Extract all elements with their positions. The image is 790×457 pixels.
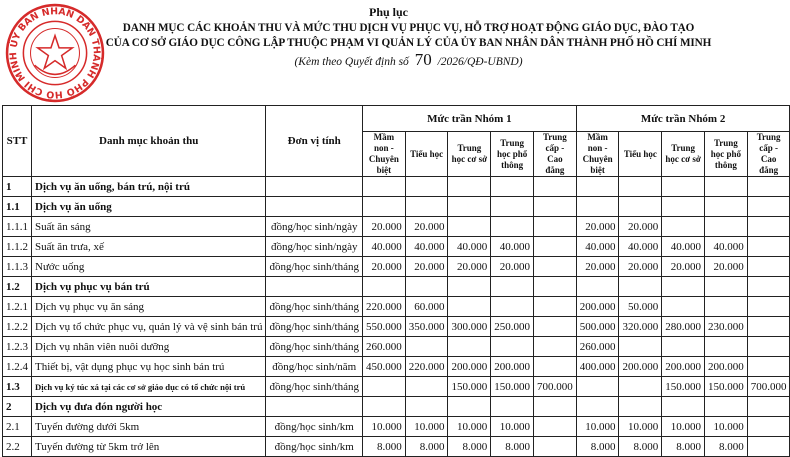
group2-value bbox=[704, 197, 747, 217]
group1-value: 10.000 bbox=[362, 417, 405, 437]
group1-value bbox=[533, 237, 576, 257]
group2-value: 40.000 bbox=[619, 237, 662, 257]
group2-value: 200.000 bbox=[704, 357, 747, 377]
row-unit: đồng/học sinh/tháng bbox=[266, 317, 363, 337]
group2-value bbox=[747, 237, 790, 257]
group2-value bbox=[704, 337, 747, 357]
row-unit bbox=[266, 277, 363, 297]
group2-value bbox=[662, 197, 705, 217]
table-row bbox=[3, 337, 790, 357]
group1-value bbox=[491, 197, 534, 217]
group1-value bbox=[362, 277, 405, 297]
group2-value bbox=[619, 397, 662, 417]
group2-value bbox=[619, 377, 662, 397]
row-unit: đồng/học sinh/ngày bbox=[266, 237, 363, 257]
row-stt: 2.1 bbox=[3, 417, 32, 437]
group2-value: 8.000 bbox=[704, 437, 747, 457]
group2-value bbox=[747, 257, 790, 277]
header-group1-level-0: Mầm non - Chuyên biệt bbox=[362, 132, 405, 177]
group1-value bbox=[533, 277, 576, 297]
row-name: Dịch vụ ký túc xá tại các cơ sở giáo dục có tổ chức nội trú bbox=[32, 377, 266, 397]
header-group1-level-1: Tiểu học bbox=[405, 132, 448, 177]
group1-value bbox=[448, 337, 491, 357]
group2-value: 150.000 bbox=[662, 377, 705, 397]
row-stt: 1 bbox=[3, 177, 32, 197]
group1-value: 150.000 bbox=[448, 377, 491, 397]
group2-value: 500.000 bbox=[576, 317, 619, 337]
group1-value bbox=[405, 377, 448, 397]
group1-value bbox=[533, 297, 576, 317]
table-row bbox=[3, 377, 790, 397]
group1-value: 20.000 bbox=[491, 257, 534, 277]
group1-value: 60.000 bbox=[405, 297, 448, 317]
group2-value bbox=[747, 197, 790, 217]
row-unit: đồng/học sinh/tháng bbox=[266, 377, 363, 397]
group2-value: 200.000 bbox=[662, 357, 705, 377]
group2-value: 280.000 bbox=[662, 317, 705, 337]
attachment-prefix: (Kèm theo Quyết định số bbox=[294, 56, 409, 68]
group2-value bbox=[576, 377, 619, 397]
group1-value: 40.000 bbox=[405, 237, 448, 257]
group2-value bbox=[747, 417, 790, 437]
group2-value: 10.000 bbox=[662, 417, 705, 437]
header-group2-level-0: Mầm non - Chuyên biệt bbox=[576, 132, 619, 177]
group2-value bbox=[576, 197, 619, 217]
group1-value bbox=[448, 197, 491, 217]
row-name: Suất ăn sáng bbox=[32, 217, 266, 237]
group1-value: 20.000 bbox=[362, 217, 405, 237]
group2-value: 20.000 bbox=[704, 257, 747, 277]
group2-value bbox=[662, 217, 705, 237]
table-row bbox=[3, 177, 790, 197]
header-group1-level-3: Trung học phổ thông bbox=[491, 132, 534, 177]
group1-value: 10.000 bbox=[448, 417, 491, 437]
group1-value: 8.000 bbox=[405, 437, 448, 457]
group1-value: 8.000 bbox=[362, 437, 405, 457]
group1-value: 20.000 bbox=[362, 257, 405, 277]
header-group1-level-4: Trung cấp - Cao đẳng bbox=[533, 132, 576, 177]
group1-value bbox=[448, 297, 491, 317]
group1-value: 250.000 bbox=[491, 317, 534, 337]
row-stt: 1.1.3 bbox=[3, 257, 32, 277]
group1-value: 550.000 bbox=[362, 317, 405, 337]
group2-value bbox=[619, 337, 662, 357]
table-row bbox=[3, 417, 790, 437]
row-stt: 1.2.3 bbox=[3, 337, 32, 357]
table-row bbox=[3, 277, 790, 297]
group2-value bbox=[576, 397, 619, 417]
group2-value bbox=[704, 177, 747, 197]
group2-value bbox=[747, 297, 790, 317]
group1-value: 200.000 bbox=[448, 357, 491, 377]
attachment-suffix: /2026/QĐ-UBND) bbox=[437, 56, 523, 68]
group2-value bbox=[576, 277, 619, 297]
document-title-line2: CỦA CƠ SỞ GIÁO DỤC CÔNG LẬP THUỘC PHẠM VI QUẢN LÝ CỦA ỦY BAN NHÂN DÂN THÀNH PHỐ HỒ CHÍ MINH bbox=[105, 37, 712, 49]
row-name: Dịch vụ ăn uống bbox=[32, 197, 266, 217]
row-stt: 1.2 bbox=[3, 277, 32, 297]
table-row bbox=[3, 257, 790, 277]
group2-value bbox=[576, 177, 619, 197]
row-name: Dịch vụ nhân viên nuôi dưỡng bbox=[32, 337, 266, 357]
group2-value bbox=[704, 297, 747, 317]
header-unit: Đơn vị tính bbox=[266, 106, 363, 177]
group2-value: 20.000 bbox=[662, 257, 705, 277]
group1-value bbox=[362, 377, 405, 397]
group1-value bbox=[405, 397, 448, 417]
header-stt: STT bbox=[3, 106, 32, 177]
group1-value bbox=[405, 277, 448, 297]
attachment-note bbox=[0, 50, 777, 70]
group2-value: 50.000 bbox=[619, 297, 662, 317]
row-unit: đồng/học sinh/km bbox=[266, 417, 363, 437]
group1-value: 20.000 bbox=[448, 257, 491, 277]
group1-value bbox=[362, 177, 405, 197]
group1-value bbox=[533, 217, 576, 237]
row-stt: 1.1.1 bbox=[3, 217, 32, 237]
group2-value bbox=[662, 277, 705, 297]
group2-value bbox=[662, 397, 705, 417]
row-name: Thiết bị, vật dụng phục vụ học sinh bán trú bbox=[32, 357, 266, 377]
group1-value bbox=[362, 397, 405, 417]
row-name: Tuyến đường dưới 5km bbox=[32, 417, 266, 437]
group2-value bbox=[619, 197, 662, 217]
group1-value bbox=[533, 257, 576, 277]
group1-value: 300.000 bbox=[448, 317, 491, 337]
header-group2-level-3: Trung học phổ thông bbox=[704, 132, 747, 177]
group1-value bbox=[362, 197, 405, 217]
row-stt: 1.3 bbox=[3, 377, 32, 397]
group1-value bbox=[448, 217, 491, 237]
group1-value: 20.000 bbox=[405, 257, 448, 277]
header-group2-level-4: Trung cấp - Cao đẳng bbox=[747, 132, 790, 177]
table-row bbox=[3, 397, 790, 417]
header-group1: Mức trần Nhóm 1 bbox=[362, 106, 576, 132]
row-unit: đồng/học sinh/tháng bbox=[266, 257, 363, 277]
group2-value bbox=[747, 177, 790, 197]
group2-value: 40.000 bbox=[576, 237, 619, 257]
row-name: Dịch vụ phục vụ ăn sáng bbox=[32, 297, 266, 317]
group1-value bbox=[448, 177, 491, 197]
group2-value: 200.000 bbox=[619, 357, 662, 377]
seal-text: ỦY BAN NHÂN DÂN THÀNH PHỐ HỒ CHÍ MINH bbox=[8, 6, 102, 100]
table-row bbox=[3, 297, 790, 317]
group1-value: 8.000 bbox=[448, 437, 491, 457]
group1-value bbox=[533, 337, 576, 357]
header-group2-level-1: Tiểu học bbox=[619, 132, 662, 177]
group2-value bbox=[619, 277, 662, 297]
group1-value bbox=[533, 417, 576, 437]
group1-value bbox=[533, 437, 576, 457]
group1-value bbox=[491, 277, 534, 297]
group1-value bbox=[405, 197, 448, 217]
group1-value: 20.000 bbox=[405, 217, 448, 237]
group1-value bbox=[405, 337, 448, 357]
table-row bbox=[3, 217, 790, 237]
header-group2: Mức trần Nhóm 2 bbox=[576, 106, 790, 132]
row-stt: 1.2.1 bbox=[3, 297, 32, 317]
decision-number: 70 bbox=[414, 50, 432, 69]
header-group2-level-2: Trung học cơ sở bbox=[662, 132, 705, 177]
group2-value: 10.000 bbox=[619, 417, 662, 437]
group1-value: 200.000 bbox=[491, 357, 534, 377]
table-row bbox=[3, 357, 790, 377]
row-unit: đồng/học sinh/ngày bbox=[266, 217, 363, 237]
group2-value: 260.000 bbox=[576, 337, 619, 357]
group1-value bbox=[533, 357, 576, 377]
fee-table bbox=[2, 105, 790, 457]
document-title-line1: DANH MỤC CÁC KHOẢN THU VÀ MỨC THU DỊCH VỤ PHỤC VỤ, HỖ TRỢ HOẠT ĐỘNG GIÁO DỤC, ĐÀO TẠO bbox=[122, 22, 695, 34]
row-stt: 1.1 bbox=[3, 197, 32, 217]
group2-value bbox=[662, 337, 705, 357]
group1-value: 10.000 bbox=[491, 417, 534, 437]
group1-value bbox=[448, 397, 491, 417]
group1-value bbox=[491, 177, 534, 197]
group1-value bbox=[491, 217, 534, 237]
group2-value: 150.000 bbox=[704, 377, 747, 397]
group2-value: 40.000 bbox=[662, 237, 705, 257]
group2-value: 10.000 bbox=[704, 417, 747, 437]
group2-value bbox=[747, 397, 790, 417]
group2-value bbox=[747, 337, 790, 357]
group1-value: 150.000 bbox=[491, 377, 534, 397]
row-name: Dịch vụ phục vụ bán trú bbox=[32, 277, 266, 297]
group2-value: 200.000 bbox=[576, 297, 619, 317]
row-name: Nước uống bbox=[32, 257, 266, 277]
row-name: Suất ăn trưa, xế bbox=[32, 237, 266, 257]
group2-value bbox=[747, 317, 790, 337]
group1-value: 40.000 bbox=[448, 237, 491, 257]
group2-value: 20.000 bbox=[576, 217, 619, 237]
group2-value: 8.000 bbox=[619, 437, 662, 457]
row-unit: đồng/học sinh/tháng bbox=[266, 297, 363, 317]
row-name: Dịch vụ tổ chức phục vụ, quản lý và vệ sinh bán trú bbox=[32, 317, 266, 337]
group1-value bbox=[491, 297, 534, 317]
group2-value: 320.000 bbox=[619, 317, 662, 337]
group1-value bbox=[448, 277, 491, 297]
row-unit bbox=[266, 197, 363, 217]
group2-value bbox=[747, 437, 790, 457]
group2-value: 40.000 bbox=[704, 237, 747, 257]
group1-value: 40.000 bbox=[362, 237, 405, 257]
group1-value bbox=[405, 177, 448, 197]
group2-value bbox=[619, 177, 662, 197]
group2-value bbox=[704, 217, 747, 237]
group2-value: 700.000 bbox=[747, 377, 790, 397]
group2-value: 10.000 bbox=[576, 417, 619, 437]
table-row bbox=[3, 237, 790, 257]
row-unit: đồng/học sinh/năm bbox=[266, 357, 363, 377]
group2-value bbox=[704, 397, 747, 417]
row-unit: đồng/học sinh/tháng bbox=[266, 337, 363, 357]
appendix-label: Phụ lục bbox=[368, 5, 408, 19]
group1-value bbox=[533, 197, 576, 217]
group1-value: 700.000 bbox=[533, 377, 576, 397]
row-stt: 2.2 bbox=[3, 437, 32, 457]
group1-value: 220.000 bbox=[405, 357, 448, 377]
table-row bbox=[3, 197, 790, 217]
group2-value bbox=[747, 217, 790, 237]
table-row bbox=[3, 317, 790, 337]
group2-value: 20.000 bbox=[619, 257, 662, 277]
header-group1-level-2: Trung học cơ sở bbox=[448, 132, 491, 177]
group2-value: 20.000 bbox=[619, 217, 662, 237]
group1-value: 10.000 bbox=[405, 417, 448, 437]
group1-value bbox=[491, 397, 534, 417]
row-name: Dịch vụ ăn uống, bán trú, nội trú bbox=[32, 177, 266, 197]
group2-value: 400.000 bbox=[576, 357, 619, 377]
table-row bbox=[3, 437, 790, 457]
group2-value bbox=[747, 277, 790, 297]
group2-value bbox=[662, 297, 705, 317]
group1-value bbox=[491, 337, 534, 357]
group2-value: 8.000 bbox=[576, 437, 619, 457]
group1-value: 40.000 bbox=[491, 237, 534, 257]
row-name: Tuyến đường từ 5km trở lên bbox=[32, 437, 266, 457]
group2-value bbox=[704, 277, 747, 297]
group2-value bbox=[662, 177, 705, 197]
row-unit bbox=[266, 177, 363, 197]
group2-value: 230.000 bbox=[704, 317, 747, 337]
group1-value bbox=[533, 397, 576, 417]
group2-value: 20.000 bbox=[576, 257, 619, 277]
row-stt: 1.2.4 bbox=[3, 357, 32, 377]
group1-value: 220.000 bbox=[362, 297, 405, 317]
row-stt: 1.1.2 bbox=[3, 237, 32, 257]
group1-value: 350.000 bbox=[405, 317, 448, 337]
row-unit bbox=[266, 397, 363, 417]
group1-value: 8.000 bbox=[491, 437, 534, 457]
row-stt: 1.2.2 bbox=[3, 317, 32, 337]
row-unit: đồng/học sinh/km bbox=[266, 437, 363, 457]
group1-value bbox=[533, 317, 576, 337]
group2-value bbox=[747, 357, 790, 377]
header-item: Danh mục khoản thu bbox=[32, 106, 266, 177]
row-name: Dịch vụ đưa đón người học bbox=[32, 397, 266, 417]
group2-value: 8.000 bbox=[662, 437, 705, 457]
group1-value bbox=[533, 177, 576, 197]
group1-value: 260.000 bbox=[362, 337, 405, 357]
group1-value: 450.000 bbox=[362, 357, 405, 377]
row-stt: 2 bbox=[3, 397, 32, 417]
